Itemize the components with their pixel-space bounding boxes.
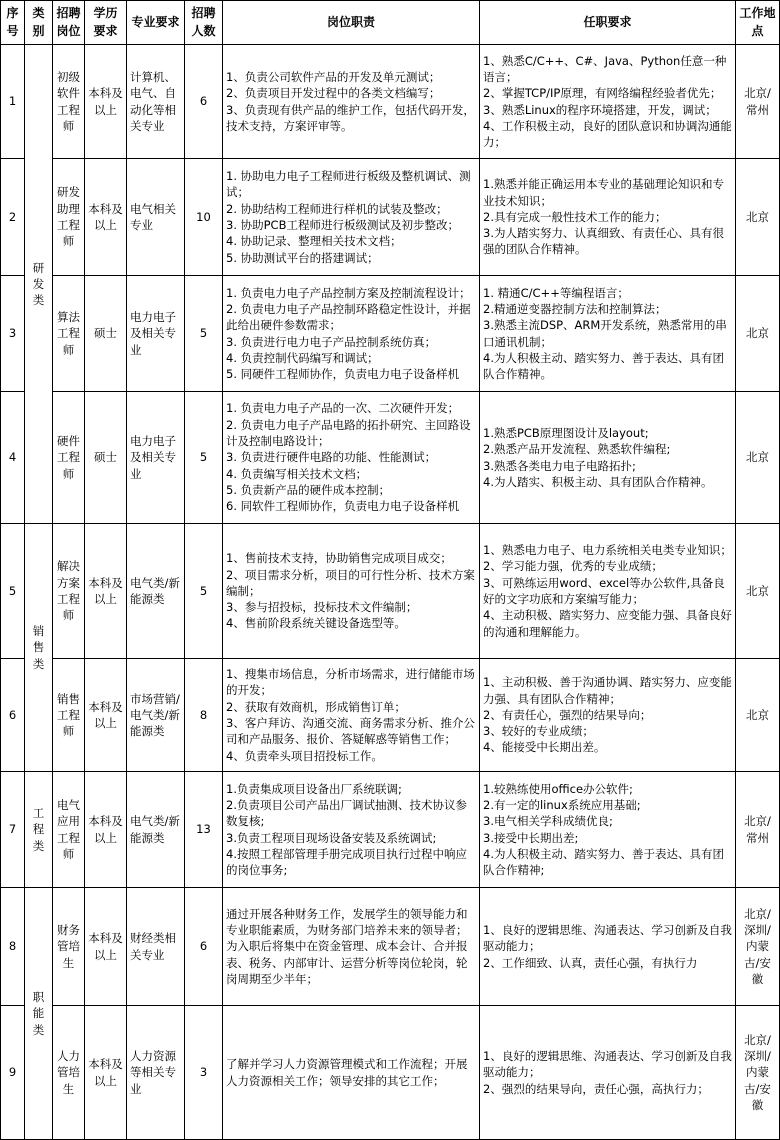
duty-line: 1. 负责电力电子产品的一次、二次硬件开发； [226,401,460,416]
requirement-line: 4.为人积极主动、踏实努力、善于表达、具有团队合作精神。 [483,350,724,382]
header-row [1,1,780,45]
requirement-line: 4.为人踏实、积极主动、具有团队合作精神。 [483,474,713,489]
row-seq: 3 [1,276,25,392]
row-location: 北京 [736,392,780,524]
row-count: 13 [185,772,223,888]
header-count: 招聘人数 [185,1,223,45]
requirement-line: 1、熟悉C/C++、C#、Java、Python任意一种语言； [483,53,727,84]
row-duties [223,392,480,524]
table-row [1,1006,780,1140]
row-duties [223,1006,480,1140]
header-position: 招聘岗位 [53,1,85,45]
duty-line: 3、客户拜访、沟通交流、商务需求分析、推介公司和产品服务、报价、答疑解惑等销售工作； [226,716,475,747]
requirement-line: 1、良好的逻辑思维、沟通表达、学习创新及自我驱动能力； [483,923,732,954]
row-category: 工程类 [25,772,53,888]
header-category: 类别 [25,1,53,45]
row-category: 销售类 [25,524,53,772]
duty-line: 2. 协助结构工程师进行样机的试装及整改； [226,201,448,216]
requirement-line: 3.电气相关学科成绩优良; [483,814,613,829]
row-major: 电气类/新能源类 [127,524,185,659]
row-duties [223,524,480,659]
duty-line: 3、参与招投标，投标技术文件编制； [226,600,418,615]
requirement-line: 3、较好的专业成绩； [483,724,594,739]
table-row [1,159,780,276]
duty-line: 3. 协助PCB工程师进行板级测试及初步整改； [226,218,459,232]
row-requirements [480,772,736,888]
row-location: 北京 [736,159,780,276]
requirement-line: 4、能接受中长期出差。 [483,740,606,755]
row-major: 财经类相关专业 [127,888,185,1006]
requirement-line: 3、熟悉Linux的程序环境搭建，开发，调试； [483,102,717,117]
row-seq: 7 [1,772,25,888]
row-category: 研发类 [25,45,53,524]
row-requirements [480,159,736,276]
duty-line: 4. 负责编写相关技术文档； [226,466,368,481]
row-education: 本科及以上 [85,45,127,159]
requirement-line: 4.为人积极主动、踏实努力、善于表达、具有团队合作精神; [483,846,724,878]
row-location: 北京/常州 [736,45,780,159]
requirement-line: 2.熟悉产品开发流程、熟悉软件编程; [483,442,671,457]
duty-line: 4. 协助记录、整理相关技术文档； [226,234,402,249]
row-education: 本科及以上 [85,659,127,772]
row-duties [223,159,480,276]
table-row [1,276,780,392]
row-requirements [480,45,736,159]
row-duties [223,45,480,159]
row-major: 电气类/新能源类 [127,772,185,888]
duty-line: 1. 协助电力电子工程师进行板级及整机调试、测试； [226,169,471,200]
row-duties [223,276,480,392]
duty-line: 1. 负责电力电子产品控制方案及控制流程设计； [226,285,471,300]
row-education: 本科及以上 [85,888,127,1006]
requirement-line: 4、工作积极主动，良好的团队意识和协调沟通能力； [483,118,732,150]
requirement-line: 1.熟悉PCB原理图设计及layout; [483,425,649,440]
row-major: 人力资源等相关专业 [127,1006,185,1140]
requirement-line: 1、熟悉电力电子、电力系统相关电类专业知识； [483,543,732,558]
duty-line: 2. 负责电力电子产品控制环路稳定性设计，并据此给出硬件参数需求； [226,301,471,333]
row-duties [223,659,480,772]
row-count: 5 [185,524,223,659]
header-major: 专业要求 [127,1,185,45]
row-count: 3 [185,1006,223,1140]
row-position: 销售工程师 [53,659,85,772]
duty-line: 6. 同软件工程师协作，负责电力电子设备样机 [226,499,460,514]
row-education: 本科及以上 [85,524,127,659]
row-count: 10 [185,159,223,276]
requirement-line: 2、学习能力强，优秀的专业成绩； [483,559,663,574]
row-education: 硕士 [85,276,127,392]
requirement-line: 2、掌握TCP/IP原理，有网络编程经验者优先； [483,86,722,101]
requirement-line: 2.有一定的linux系统应用基础; [483,797,641,812]
requirement-line: 3.为人踏实努力、认真细致、有责任心、具有很强的团队合作精神。 [483,226,724,257]
row-location: 北京/常州 [736,772,780,888]
requirement-line: 3.熟悉主流DSP、ARM开发系统，熟悉常用的串口通讯机制； [483,318,727,349]
row-seq: 2 [1,159,25,276]
row-count: 8 [185,659,223,772]
duty-line: 4.按照工程部管理手册完成项目执行过程中响应的岗位事务; [226,846,467,878]
row-count: 5 [185,276,223,392]
requirement-line: 3.接受中长期出差; [483,830,579,845]
duty-line: 5. 协助测试平台的搭建调试； [226,250,379,265]
duty-line: 3.负责工程项目现场设备安装及系统调试; [226,830,437,845]
row-duties [223,888,480,1006]
table-row [1,524,780,659]
row-position: 初级软件工程师 [53,45,85,159]
row-requirements [480,659,736,772]
row-education: 本科及以上 [85,159,127,276]
row-position: 财务管培生 [53,888,85,1006]
row-education: 本科及以上 [85,772,127,888]
duty-line: 4. 负责控制代码编写和调试； [226,350,379,365]
row-position: 研发助理工程师 [53,159,85,276]
row-position: 硬件工程师 [53,392,85,524]
duty-line: 2. 负责电力电子产品电路的拓扑研究、主回路设计及控制电路设计； [226,417,471,448]
row-position: 算法工程师 [53,276,85,392]
row-location: 北京 [736,524,780,659]
row-requirements [480,276,736,392]
table-row [1,392,780,524]
requirement-line: 1.熟悉并能正确运用本专业的基础理论知识和专业技术知识； [483,177,724,208]
duty-line: 1、负责公司软件产品的开发及单元测试； [226,69,441,84]
duty-line: 1.负责集成项目设备出厂系统联调; [226,781,402,796]
header-education: 学历要求 [85,1,127,45]
requirement-line: 4、主动积极、踏实努力、应变能力强、具备良好的沟通和理解能力。 [483,608,732,639]
row-seq: 4 [1,392,25,524]
row-major: 电力电子及相关专业 [127,276,185,392]
table-row [1,45,780,159]
row-count: 6 [185,888,223,1006]
row-seq: 6 [1,659,25,772]
row-position: 电气应用工程师 [53,772,85,888]
requirement-line: 2、强烈的结果导向，责任心强，高执行力； [483,1081,709,1096]
row-major: 市场营销/电气类/新能源类 [127,659,185,772]
header-location: 工作地点 [736,1,780,45]
row-duties [223,772,480,888]
requirement-line: 1、良好的逻辑思维、沟通表达、学习创新及自我驱动能力； [483,1049,732,1080]
row-location: 北京/深圳/内蒙古/安徽 [736,888,780,1006]
requirement-line: 2.具有完成一般性技术工作的能力； [483,209,667,224]
row-count: 5 [185,392,223,524]
row-seq: 9 [1,1006,25,1140]
row-requirements [480,392,736,524]
duty-line: 3. 负责进行电力电子产品控制系统仿真； [226,334,437,349]
requirement-line: 1.较熟练使用office办公软件; [483,781,633,796]
row-requirements [480,888,736,1006]
table-row [1,888,780,1006]
row-location: 北京/深圳/内蒙古/安徽 [736,1006,780,1140]
row-count: 6 [185,45,223,159]
duty-line: 2、获取有效商机，形成销售订单； [226,699,406,714]
requirement-line: 1. 精通C/C++等编程语言； [483,285,629,300]
requirement-line: 1、主动积极、善于沟通协调、踏实努力、应变能力强、具有团队合作精神； [483,675,732,706]
duty-line: 2.负责项目公司产品出厂调试抽测、技术协议参数复核; [226,797,467,829]
duty-line: 5. 负责新产品的硬件成本控制； [226,482,391,497]
table-row [1,659,780,772]
row-seq: 1 [1,45,25,159]
duty-line: 2、负责项目开发过程中的各类文档编写； [226,86,441,101]
row-seq: 5 [1,524,25,659]
duty-line: 4、负责牵头项目招投标工作。 [226,748,383,763]
row-requirements [480,524,736,659]
requirement-line: 2、有责任心，强烈的结果导向； [483,707,652,722]
row-location: 北京 [736,659,780,772]
duty-line: 1、搜集市场信息，分析市场需求，进行储能市场的开发； [226,667,475,698]
row-education: 本科及以上 [85,1006,127,1140]
row-position: 人力管培生 [53,1006,85,1140]
duty-line: 1、售前技术支持，协助销售完成项目成交； [226,551,452,566]
row-requirements [480,1006,736,1140]
row-seq: 8 [1,888,25,1006]
row-location: 北京 [736,276,780,392]
row-major: 电力电子及相关专业 [127,392,185,524]
row-major: 电气相关专业 [127,159,185,276]
row-position: 解决方案工程师 [53,524,85,659]
requirement-line: 3.熟悉各类电力电子电路拓扑; [483,458,636,473]
requirement-line: 2.精通逆变器控制方法和控制算法； [483,301,667,316]
row-education: 硕士 [85,392,127,524]
header-duties: 岗位职责 [223,1,480,45]
duty-line: 了解并学习人力资源管理模式和工作流程；开展人力资源相关工作；领导安排的其它工作； [226,1057,468,1088]
header-requirements: 任职要求 [480,1,736,45]
header-seq: 序号 [1,1,25,45]
duty-line: 4、售前阶段系统关键设备选型等。 [226,616,406,631]
duty-line: 5. 同硬件工程师协作，负责电力电子设备样机 [226,367,460,382]
duty-line: 3、负责现有供产品的维护工作，包括代码开发，技术支持，方案评审等。 [226,102,475,133]
row-major: 计算机、电气、自动化等相关专业 [127,45,185,159]
duty-line: 通过开展各种财务工作，发展学生的领导能力和专业职能素质，为财务部门培养未来的领导者；为入职后将集中在资金管理、成本会计、合并报表、税务、内部审计、运营分析等岗位轮岗，轮岗周期至少半年； [226,906,468,986]
table-row [1,772,780,888]
row-category: 职能类 [25,888,53,1140]
duty-line: 3. 负责进行硬件电路的功能、性能测试； [226,450,437,465]
requirement-line: 2、工作细致、认真，责任心强，有执行力 [483,955,698,970]
requirement-line: 3、可熟练运用word、excel等办公软件,具备良好的文字功底和方案编写能力； [483,575,725,606]
duty-line: 2、项目需求分析，项目的可行性分析、技术方案编制； [226,567,475,598]
